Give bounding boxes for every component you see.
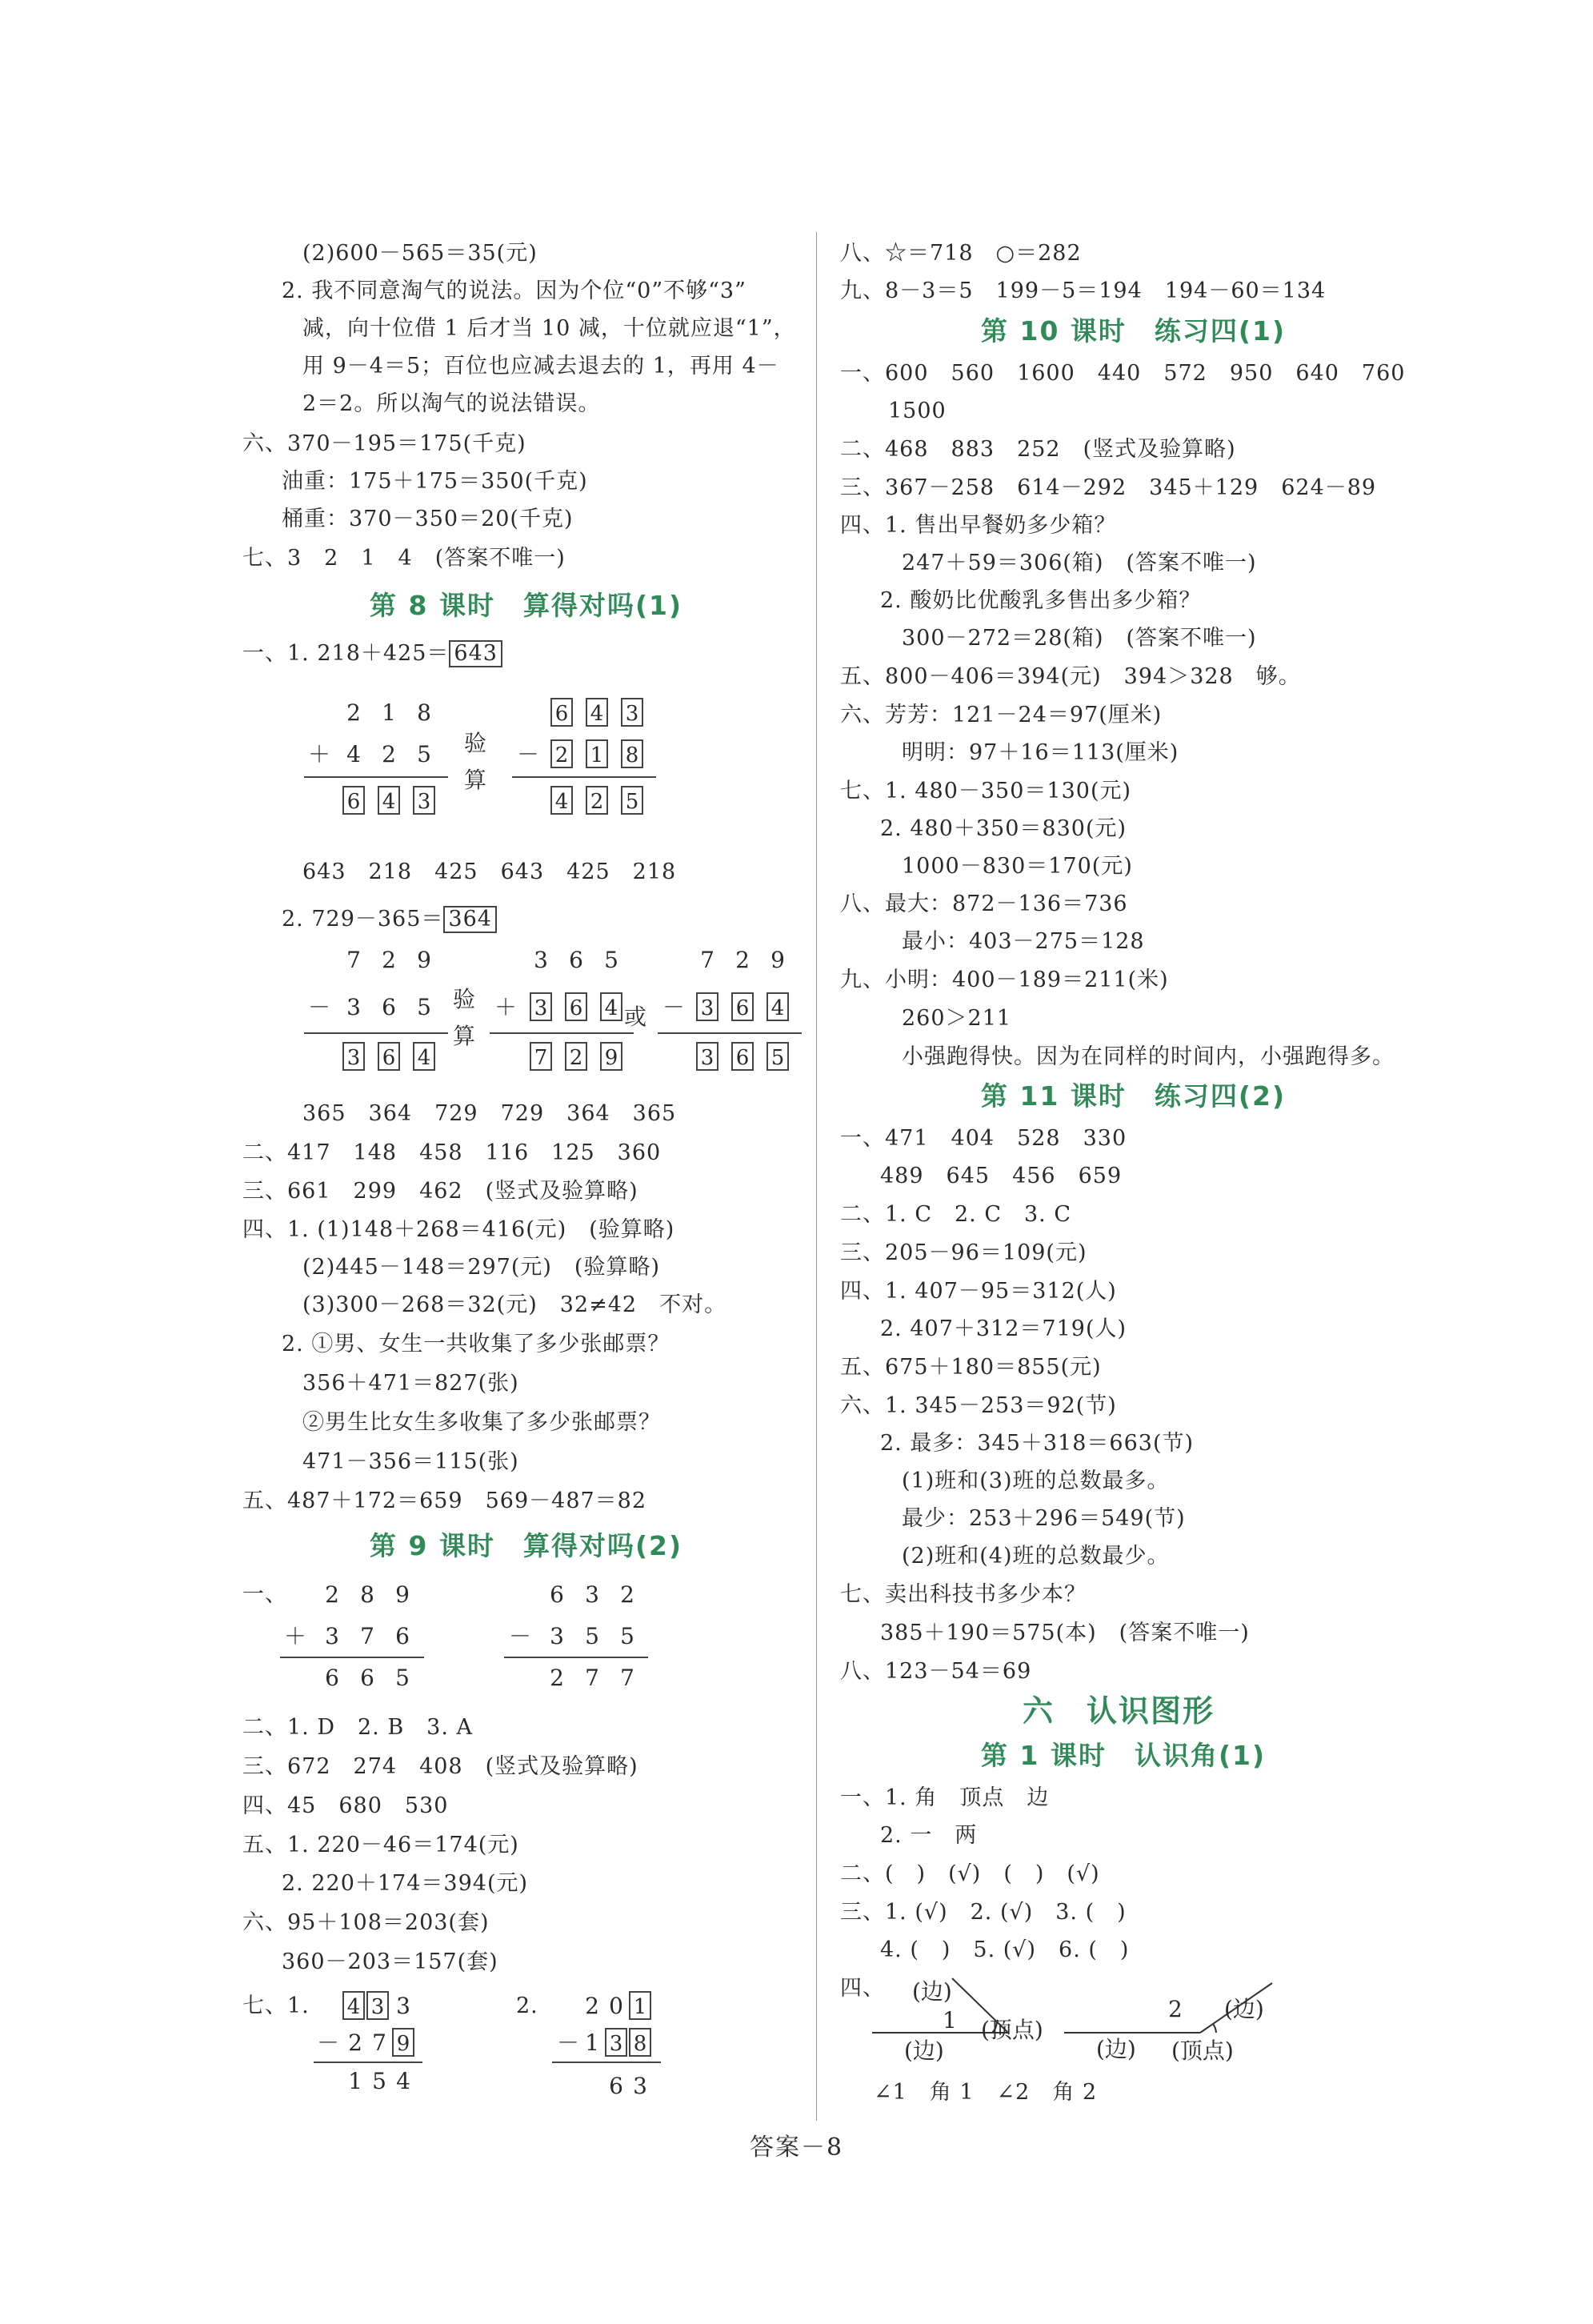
answer-digit-box: 4	[378, 786, 400, 815]
text-line: 小强跑得快。因为在同样的时间内，小强跑得多。	[902, 1044, 1395, 1069]
operator: －	[557, 2029, 580, 2056]
or-label: 或	[624, 1004, 647, 1030]
text-line: 八、123－54＝69	[840, 1659, 1032, 1684]
digit: 7	[585, 1665, 599, 1691]
text-line: 七、3 2 1 4 (答案不唯一)	[242, 546, 566, 571]
answer-digit-box: 3	[413, 786, 435, 815]
answer-digit-box: 5	[621, 786, 643, 815]
digit: 5	[395, 1665, 410, 1691]
text-line: 4. ( ) 5. (√) 6. ( )	[880, 1937, 1130, 1962]
left-column	[0, 0, 796, 2145]
section-heading-u6-1: 第 1 课时 认识角(1)	[981, 1740, 1267, 1771]
digit: 5	[604, 947, 618, 973]
answer-digit-box: 4	[586, 698, 608, 727]
text-line: 最小：403－275＝128	[902, 929, 1145, 954]
answer-digit-box: 4	[413, 1042, 435, 1071]
text-line: 二、468 883 252 (竖式及验算略)	[840, 437, 1236, 462]
text-line: 489 645 456 659	[880, 1164, 1123, 1188]
text-line: 四、45 680 530	[242, 1793, 449, 1818]
s8-q1-answer-box: 643	[449, 640, 502, 667]
text-line: 六、95＋108＝203(套)	[242, 1910, 490, 1935]
unit-heading: 六 认识图形	[1023, 1693, 1215, 1729]
operator: －	[517, 741, 540, 767]
answer-digit-box: 1	[629, 1991, 651, 2020]
text-line: 五、800－406＝394(元) 394＞328 够。	[840, 664, 1301, 689]
digit: 3	[534, 947, 548, 973]
text-line: 一、471 404 528 330	[840, 1126, 1127, 1151]
result-line	[552, 2062, 661, 2063]
text-line: ∠1 角 1 ∠2 角 2	[874, 2080, 1098, 2105]
digit: 3	[396, 1993, 410, 2019]
question-label: 四、	[840, 1976, 885, 2001]
digit: 6	[395, 1623, 410, 1649]
angle-1-edge-bottom-label: (边)	[904, 2038, 944, 2064]
text-line: ②男生比女生多收集了多少张邮票？	[302, 1410, 661, 1435]
result-line	[280, 1657, 424, 1658]
digit: 6	[360, 1665, 374, 1691]
text-line: 减，向十位借 1 后才当 10 减，十位就应退“1”，	[302, 316, 796, 341]
digit: 2	[382, 741, 396, 767]
text-line: 三、1. (√) 2. (√) 3. ( )	[840, 1900, 1127, 1925]
answer-digit-box: 3	[605, 2028, 627, 2057]
digit: 8	[360, 1581, 374, 1608]
operator: －	[509, 1623, 532, 1649]
angle-2-edge-bottom-label: (边)	[1096, 2036, 1136, 2062]
text-line: 三、367－258 614－292 345＋129 624－89	[840, 475, 1377, 500]
operator: ＋	[308, 741, 331, 767]
text-line: 2. ①男、女生一共收集了多少张邮票？	[282, 1332, 670, 1356]
text-line: 五、487＋172＝659 569－487＝82	[242, 1489, 647, 1513]
digit: 6	[550, 1581, 564, 1608]
answer-digit-box: 6	[565, 992, 587, 1021]
digit: 5	[372, 2068, 386, 2094]
section-heading-11: 第 11 课时 练习四(2)	[981, 1080, 1287, 1112]
text-line: (1)班和(3)班的总数最多。	[902, 1469, 1170, 1493]
text-line: 2. 最多：345＋318＝663(节)	[880, 1431, 1195, 1456]
digit: 3	[325, 1623, 339, 1649]
digit: 7	[372, 2029, 386, 2056]
answer-digit-box: 3	[621, 698, 643, 727]
answer-digit-box: 9	[600, 1042, 622, 1071]
text-line: 九、8－3＝5 199－5＝194 194－60＝134	[840, 278, 1327, 303]
operator: －	[308, 994, 331, 1020]
text-line: 五、675＋180＝855(元)	[840, 1355, 1102, 1380]
digit: 2	[346, 699, 361, 726]
check-label: 验	[453, 986, 476, 1012]
operator: －	[317, 2029, 340, 2056]
s8-q1-prefix: 一、1. 218＋425＝	[242, 641, 450, 666]
answer-digit-box: 3	[530, 992, 552, 1021]
text-line: 八、☆＝718 ○＝282	[840, 241, 1082, 266]
text-line: 油重：175＋175＝350(千克)	[282, 469, 588, 494]
answer-digit-box: 3	[342, 1042, 365, 1071]
text-line: 2. 480＋350＝830(元)	[880, 816, 1127, 841]
answer-digit-box: 6	[378, 1042, 400, 1071]
digit: 9	[395, 1581, 410, 1608]
text-line: (3)300－268＝32(元) 32≠42 不对。	[302, 1292, 727, 1317]
digit: 5	[417, 994, 431, 1020]
digit: 8	[417, 699, 431, 726]
text-line: 1000－830＝170(元)	[902, 854, 1133, 879]
text-line: 明明：97＋16＝113(厘米)	[902, 740, 1179, 765]
digit: 6	[382, 994, 396, 1020]
section-heading-8: 第 8 课时 算得对吗(1)	[370, 590, 683, 621]
question-label: 七、1.	[242, 1993, 310, 2018]
answer-digit-box: 4	[766, 992, 789, 1021]
s8-q2-answer-box: 364	[443, 906, 497, 933]
text-line: 二、1. D 2. B 3. A	[242, 1715, 474, 1740]
digit: 1	[382, 699, 396, 726]
text-line: (2)班和(4)班的总数最少。	[902, 1544, 1170, 1569]
operator: －	[662, 994, 686, 1020]
text-line: 四、1. 售出早餐奶多少箱？	[840, 513, 1117, 538]
text-line: 四、1. (1)148＋268＝416(元) (验算略)	[242, 1217, 675, 1242]
digit: 2	[585, 1993, 599, 2019]
answer-digit-box: 6	[342, 786, 365, 815]
text-line: 1500	[888, 399, 947, 423]
angle-2-number: 2	[1168, 1996, 1183, 2022]
answer-digit-box: 4	[600, 992, 622, 1021]
digit: 6	[569, 947, 583, 973]
text-line: 六、1. 345－253＝92(节)	[840, 1393, 1117, 1418]
result-line	[512, 776, 656, 778]
digit: 6	[609, 2073, 623, 2099]
digit: 3	[585, 1581, 599, 1608]
answer-digit-box: 3	[696, 1042, 718, 1071]
section-heading-9: 第 9 课时 算得对吗(2)	[370, 1530, 683, 1561]
text-line: 2. 酸奶比优酸乳多售出多少箱？	[880, 588, 1202, 613]
angle-2-diagram	[1064, 1977, 1272, 2081]
text-line: 用 9－4＝5；百位也应减去退去的 1，再用 4－	[302, 354, 779, 379]
result-line	[490, 1032, 634, 1034]
answer-digit-box: 2	[550, 739, 573, 768]
text-line: (2)600－565＝35(元)	[302, 241, 538, 266]
operator: ＋	[284, 1623, 307, 1649]
digit: 7	[700, 947, 714, 973]
result-line	[658, 1032, 802, 1034]
digit: 4	[396, 2068, 410, 2094]
digit: 2	[620, 1581, 634, 1608]
answer-digit-box: 6	[731, 992, 754, 1021]
column-divider	[816, 232, 817, 2121]
digit: 5	[417, 741, 431, 767]
text-line: 三、205－96＝109(元)	[840, 1240, 1087, 1265]
text-line: 247＋59＝306(箱) (答案不唯一)	[902, 551, 1257, 575]
answer-digit-box: 8	[629, 2028, 651, 2057]
text-line: 四、1. 407－95＝312(人)	[840, 1279, 1117, 1304]
text-line: 桶重：370－350＝20(千克)	[282, 507, 574, 531]
s8-q2-prefix: 2. 729－365＝	[282, 907, 444, 932]
digit: 7	[620, 1665, 634, 1691]
answer-digit-box: 2	[565, 1042, 587, 1071]
text-line: 二、( ) (√) ( ) (√)	[840, 1861, 1100, 1886]
digit: 3	[346, 994, 361, 1020]
angle-2-edge-top-label: (边)	[1224, 1996, 1264, 2022]
answer-digit-box: 6	[550, 698, 573, 727]
answer-digit-box: 6	[731, 1042, 754, 1071]
text-line: 一、600 560 1600 440 572 950 640 760	[840, 361, 1406, 386]
result-line	[304, 776, 448, 778]
text-line: 七、1. 480－350＝130(元)	[840, 779, 1132, 803]
text-line: 2＝2。所以淘气的说法错误。	[302, 391, 601, 416]
digit: 1	[585, 2029, 599, 2056]
check-label: 算	[464, 767, 487, 793]
digit: 3	[633, 2073, 647, 2099]
digit: 2	[348, 2029, 362, 2056]
answer-digit-box: 8	[621, 739, 643, 768]
right-column	[824, 0, 1592, 2145]
text-line: 六、370－195＝175(千克)	[242, 431, 526, 456]
digit: 7	[346, 947, 361, 973]
digit: 5	[585, 1623, 599, 1649]
digit: 7	[360, 1623, 374, 1649]
answer-digit-box: 3	[696, 992, 718, 1021]
text-line: 二、417 148 458 116 125 360	[242, 1140, 662, 1165]
text-line: 360－203＝157(套)	[282, 1949, 498, 1974]
text-line: 2. 220＋174＝394(元)	[282, 1871, 529, 1896]
answer-digit-box: 1	[586, 739, 608, 768]
result-line	[314, 2062, 422, 2063]
answer-digit-box: 4	[550, 786, 573, 815]
angle-1-diagram	[872, 1977, 1080, 2081]
text-line: 471－356＝115(张)	[302, 1449, 519, 1474]
answer-digit-box: 4	[342, 1991, 365, 2020]
text-line: 二、1. C 2. C 3. C	[840, 1202, 1072, 1227]
digit: 6	[325, 1665, 339, 1691]
question-label: 2.	[516, 1993, 538, 2018]
text-line: (2)445－148＝297(元) (验算略)	[302, 1255, 660, 1280]
text-line: 356＋471＝827(张)	[302, 1371, 519, 1396]
angle-1-edge-top-label: (边)	[912, 1978, 952, 2005]
digit: 1	[348, 2068, 362, 2094]
angle-2-vertex-label: (顶点)	[1171, 2038, 1234, 2064]
digit: 2	[382, 947, 396, 973]
text-line: 三、661 299 462 (竖式及验算略)	[242, 1179, 638, 1204]
answer-digit-box: 3	[366, 1991, 389, 2020]
section-heading-10: 第 10 课时 练习四(1)	[981, 315, 1287, 347]
text-line: 五、1. 220－46＝174(元)	[242, 1833, 519, 1857]
digit: 5	[620, 1623, 634, 1649]
operator: ＋	[494, 994, 518, 1020]
digit: 9	[770, 947, 785, 973]
text-line: 2. 407＋312＝719(人)	[880, 1316, 1127, 1341]
digit: 3	[550, 1623, 564, 1649]
digit: 2	[325, 1581, 339, 1608]
digit: 2	[735, 947, 750, 973]
angle-2-arc	[1213, 2024, 1216, 2033]
answer-digit-box: 5	[766, 1042, 789, 1071]
text-line: 六、芳芳：121－24＝97(厘米)	[840, 703, 1163, 727]
s8-q2-equation	[282, 906, 497, 933]
s8-q1-equation	[242, 640, 502, 667]
result-line	[504, 1657, 648, 1658]
text-line: 2. 一 两	[880, 1823, 978, 1848]
digit: 2	[550, 1665, 564, 1691]
question-label: 一、	[242, 1582, 287, 1607]
digit: 0	[609, 1993, 623, 2019]
angle-1-vertex-label: (顶点)	[981, 2017, 1043, 2043]
angle-1-number: 1	[943, 2007, 957, 2034]
text-line: 365 364 729 729 364 365	[302, 1101, 677, 1126]
check-label: 算	[453, 1023, 476, 1049]
page-footer: 答案－8	[749, 2134, 844, 2162]
text-line: 最少：253＋296＝549(节)	[902, 1506, 1186, 1531]
text-line: 300－272＝28(箱) (答案不唯一)	[902, 626, 1257, 651]
answer-digit-box: 2	[586, 786, 608, 815]
check-label: 验	[464, 730, 487, 756]
text-line: 260＞211	[902, 1006, 1012, 1031]
text-line: 643 218 425 643 425 218	[302, 859, 677, 884]
text-line: 2. 我不同意淘气的说法。因为个位“0”不够“3”	[282, 278, 746, 303]
text-line: 一、1. 角 顶点 边	[840, 1785, 1050, 1810]
digit: 4	[346, 741, 361, 767]
text-line: 八、最大：872－136＝736	[840, 892, 1128, 916]
answer-digit-box: 7	[530, 1042, 552, 1071]
result-line	[304, 1032, 448, 1034]
text-line: 385＋190＝575(本) (答案不唯一)	[880, 1621, 1250, 1645]
answer-digit-box: 9	[392, 2028, 414, 2057]
text-line: 七、卖出科技书多少本？	[840, 1582, 1087, 1607]
text-line: 九、小明：400－189＝211(米)	[840, 968, 1169, 992]
text-line: 三、672 274 408 (竖式及验算略)	[242, 1754, 638, 1779]
digit: 9	[417, 947, 431, 973]
